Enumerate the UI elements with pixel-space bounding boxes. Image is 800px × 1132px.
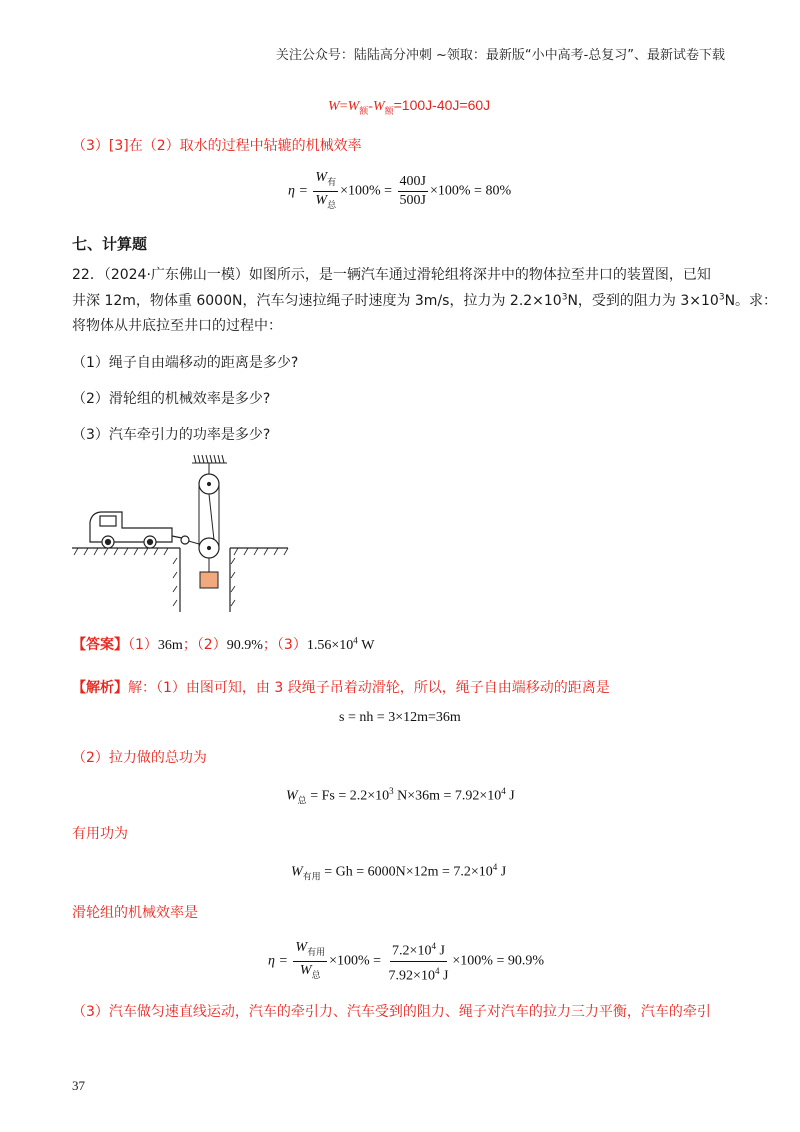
fixed-pulley xyxy=(199,474,219,494)
page-number: 37 xyxy=(72,1078,85,1093)
question-1: （1）绳子自由端移动的距离是多少? xyxy=(72,355,299,371)
useful-work-text: 有用功为 xyxy=(72,826,128,842)
load-box xyxy=(200,572,218,588)
distance-formula: s = nh = 3×12m=36m xyxy=(339,710,461,725)
page-header: 关注公众号：陆陆高分冲刺 ~领取：最新版“小中高考-总复习”、最新试卷下载 xyxy=(275,48,725,63)
answer-line: 【答案】（1）36m；（2）90.9%；$(3)1.56\times 10^4$ W xyxy=(72,635,375,653)
problem-line-1: 22．（2024·广东佛山一模）如图所示，是一辆汽车通过滑轮组将深井中的物体拉至井口的装置图，已知 xyxy=(72,267,711,283)
ceiling-support xyxy=(192,455,227,474)
section-title: 七、计算题 xyxy=(72,235,148,253)
efficiency-formula-prev: η = $\frac{W_有}{W_总}$ ×100% = $\frac{400J}{500J}$ ×100% = 80% xyxy=(288,170,512,210)
question-2: （2）滑轮组的机械效率是多少? xyxy=(72,391,271,407)
work-difference-formula: $W=W_额-W_额=100J-40J=60J$ xyxy=(328,97,491,116)
prev-part3-text: （3）[3]在（2）取水的过程中轱辘的机械效率 xyxy=(72,138,362,154)
problem-line-2: 井深 12m，物体重 6000N，汽车匀速拉绳子时速度为 3m/s，拉力为 $2.2\times 10^3N$，受到的阻力为 $3\times 10^3N$。求： xyxy=(72,292,778,309)
efficiency-text: 滑轮组的机械效率是 xyxy=(72,905,198,921)
truck xyxy=(90,512,189,548)
problem-line-3: 将物体从井底拉至井口的过程中： xyxy=(72,318,282,334)
total-work-formula: $W_总 = Fs = 2.2\times 10^3$ $N\times 36m = 7.92\times 10^4$ J xyxy=(286,786,515,806)
pulley-truck-figure xyxy=(72,452,302,614)
question-3: （3）汽车牵引力的功率是多少? xyxy=(72,427,271,443)
movable-pulley xyxy=(199,538,219,558)
rope xyxy=(185,484,219,572)
step2-text: （2）拉力做的总功为 xyxy=(72,750,207,766)
ground-hatch xyxy=(74,548,288,606)
useful-work-formula: $W_{有用} = Gh = 6000N\times 12m = 7.2\times 10^4$ J xyxy=(291,862,507,882)
ground-well xyxy=(72,548,288,612)
analysis-intro: 【解析】解：（1）由图可知，由 3 段绳子吊着动滑轮，所以，绳子自由端移动的距离是 xyxy=(72,680,610,696)
step3-text: （3）汽车做匀速直线运动，汽车的牵引力、汽车受到的阻力、绳子对汽车的拉力三力平衡，汽车的牵引 xyxy=(72,1004,711,1020)
efficiency-formula: η = $\frac{W_{有用}}{W_总}$ ×100% = $\frac{7.2\times 10^4 J}{7.92\times 10^4 J}$ ×100% = 90.9% xyxy=(268,939,545,984)
